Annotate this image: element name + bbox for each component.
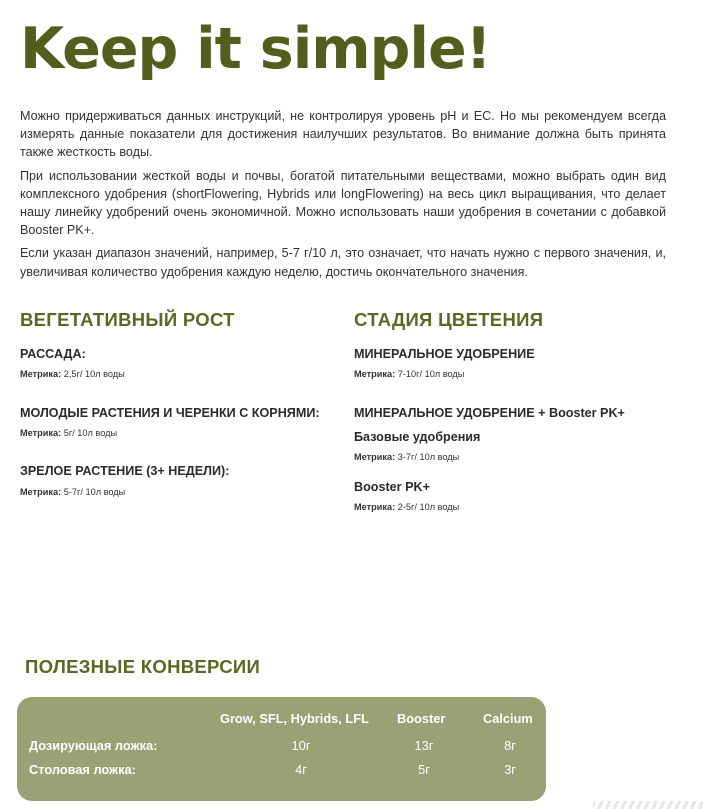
intro-text [20,107,666,286]
row-label: Дозирующая ложка: [29,738,158,753]
page-title: Keep it simple! [20,16,491,82]
item-title: МИНЕРАЛЬНОЕ УДОБРЕНИЕ + Booster PK+ [354,406,625,420]
corner-decoration [593,801,703,809]
column-header: Calcium [483,711,533,726]
table-cell: 3г [504,762,516,777]
item-title: ЗРЕЛОЕ РАСТЕНИЕ (3+ НЕДЕЛИ): [20,464,230,478]
table-cell: 10г [291,738,311,753]
column-header: Booster [397,711,446,726]
metric-label: Метрика: [20,487,62,497]
item-metric [20,428,117,438]
intro-paragraph: Можно придерживаться данных инструкций, не контролируя уровень pH и EC. Но мы рекомендуем всегда измерять данные показатели для достижения наилучших результатов. Во внимание должна быть принята также жесткость воды. [20,109,666,160]
item-metric [354,502,459,512]
conversions-heading: ПОЛЕЗНЫЕ КОНВЕРСИИ [25,656,261,677]
item-title: Базовые удобрения [354,430,481,444]
metric-value: 3-7г/ 10л воды [397,452,460,462]
column-header: Grow, SFL, Hybrids, LFL [220,711,369,726]
item-title: МИНЕРАЛЬНОЕ УДОБРЕНИЕ [354,347,535,361]
item-title: РАССАДА: [20,347,86,361]
metric-value: 2,5г/ 10л воды [63,369,125,379]
metric-value: 5-7г/ 10л воды [63,487,126,497]
metric-value: 2-5г/ 10л воды [397,502,460,512]
item-metric [354,452,459,462]
intro-paragraph: При использовании жесткой воды и почвы, богатой питательными веществами, можно выбрать один вид комплексного удобрения (shortFlowering, Hybrids или longFlowering) на весь цикл выращивания, что делает нашу линейку удобрений очень экономичной. Можно использовать наши удобрения в сочетании с добавкой Booster PK+. [20,168,666,238]
item-metric [20,487,125,497]
metric-value: 7-10г/ 10л воды [397,369,465,379]
flowering-heading: СТАДИЯ ЦВЕТЕНИЯ [354,309,544,330]
intro-paragraph: Если указан диапазон значений, например, 5-7 г/10 л, это означает, что начать нужно с первого значения, и, увеличивая количество удобрения каждую неделю, достичь окончательного значения. [20,246,666,279]
item-metric [20,369,125,379]
item-title: Booster PK+ [354,480,430,494]
table-cell: 4г [295,762,307,777]
table-cell: 5г [418,762,430,777]
conversions-table [17,697,546,801]
table-cell: 8г [504,738,516,753]
metric-label: Метрика: [20,428,62,438]
vegetative-heading: ВЕГЕТАТИВНЫЙ РОСТ [20,309,235,330]
row-label: Столовая ложка: [29,762,136,777]
metric-label: Метрика: [354,452,396,462]
metric-value: 5г/ 10л воды [63,428,118,438]
table-cell: 13г [414,738,434,753]
item-metric [354,369,464,379]
metric-label: Метрика: [354,502,396,512]
metric-label: Метрика: [354,369,396,379]
item-title: МОЛОДЫЕ РАСТЕНИЯ И ЧЕРЕНКИ С КОРНЯМИ: [20,406,320,420]
metric-label: Метрика: [20,369,62,379]
